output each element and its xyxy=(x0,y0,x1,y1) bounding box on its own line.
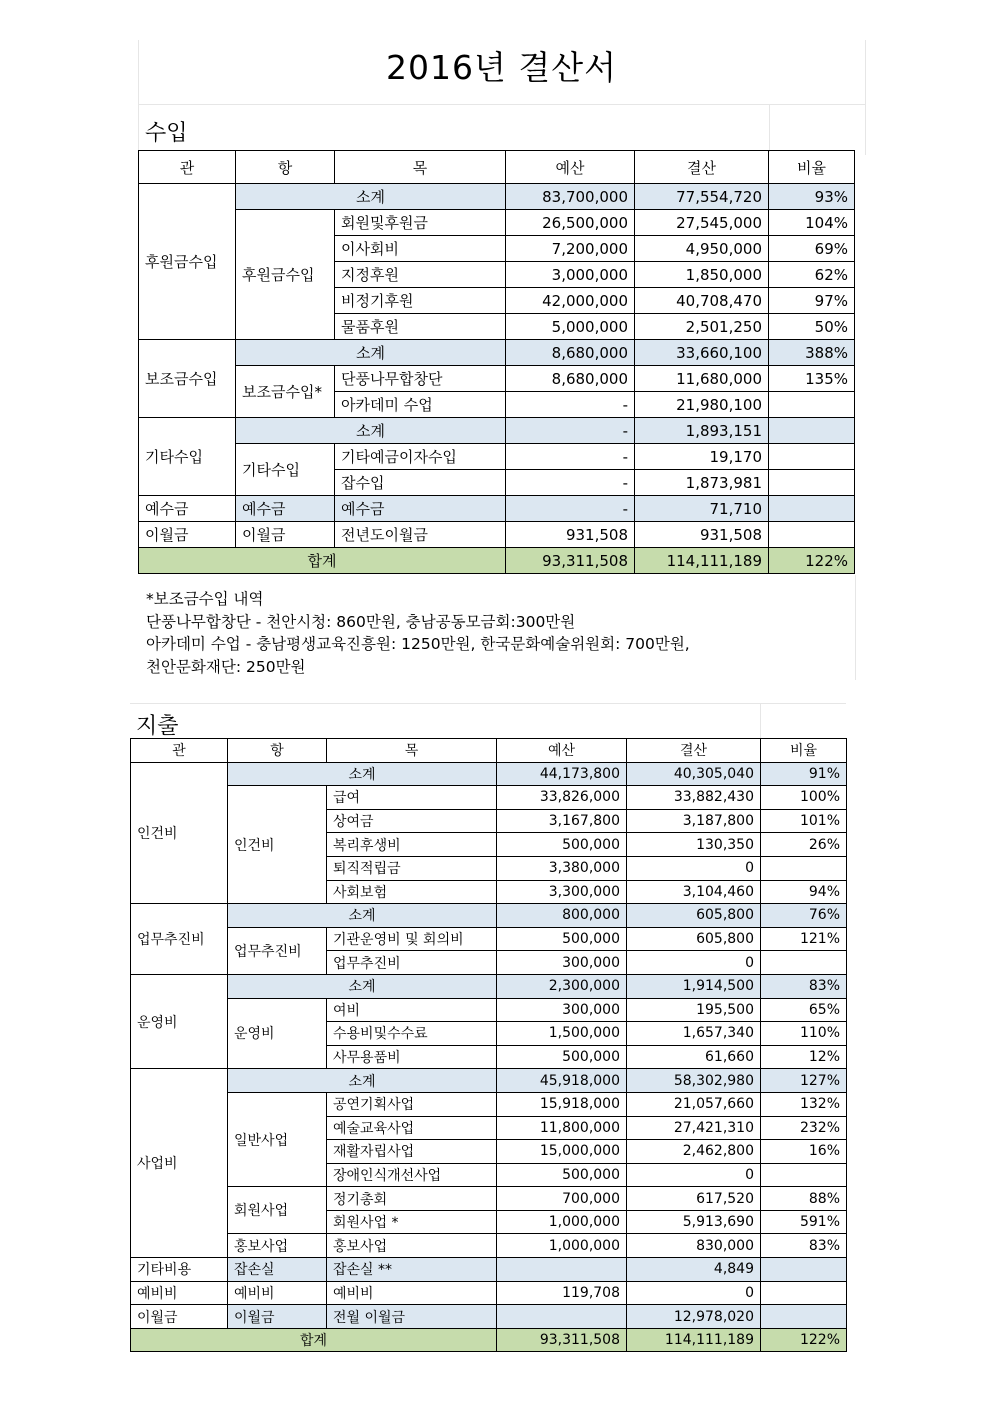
subtotal-row xyxy=(131,904,847,928)
ratio-cell: 94% xyxy=(761,880,847,904)
ratio-cell: 62% xyxy=(769,262,855,288)
actual-cell: 0 xyxy=(627,1163,761,1187)
ratio-cell: 76% xyxy=(761,904,847,928)
hang-cell: 예수금 xyxy=(236,496,335,522)
sheet-gridline xyxy=(130,703,846,704)
ratio-cell: 83% xyxy=(761,1234,847,1258)
actual-cell: 1,893,151 xyxy=(635,418,769,444)
subtotal-row xyxy=(131,974,847,998)
budget-cell: 15,000,000 xyxy=(497,1140,627,1164)
mok-cell: 공연기획사업 xyxy=(327,1092,497,1116)
table-row xyxy=(131,927,847,951)
gwan-cell: 후원금수입 xyxy=(139,184,236,340)
ratio-cell xyxy=(769,444,855,470)
budget-cell: 800,000 xyxy=(497,904,627,928)
budget-cell: 500,000 xyxy=(497,1163,627,1187)
ratio-cell: 135% xyxy=(769,366,855,392)
column-header: 항 xyxy=(228,739,327,763)
ratio-cell: 26% xyxy=(761,833,847,857)
gwan-cell: 기타수입 xyxy=(139,418,236,496)
ratio-cell xyxy=(769,522,855,548)
actual-cell: 19,170 xyxy=(635,444,769,470)
budget-cell: 1,000,000 xyxy=(497,1234,627,1258)
note-line: 천안문화재단: 250만원 xyxy=(146,657,306,676)
budget-cell xyxy=(497,1258,627,1282)
header-row xyxy=(139,151,855,184)
column-header: 결산 xyxy=(627,739,761,763)
gwan-cell: 보조금수입 xyxy=(139,340,236,418)
ratio-cell xyxy=(769,392,855,418)
mok-cell: 단풍나무합창단 xyxy=(335,366,506,392)
page-title: 2016년 결산서 xyxy=(386,48,617,87)
ratio-cell xyxy=(761,856,847,880)
column-header: 관 xyxy=(131,739,228,763)
subtotal-label: 소계 xyxy=(228,904,497,928)
subtotal-row xyxy=(131,1069,847,1093)
mok-cell: 회원사업 * xyxy=(327,1210,497,1234)
actual-cell: 830,000 xyxy=(627,1234,761,1258)
actual-cell: 3,187,800 xyxy=(627,809,761,833)
mok-cell: 홍보사업 xyxy=(327,1234,497,1258)
subtotal-label: 소계 xyxy=(228,762,497,786)
subtotal-row xyxy=(139,184,855,210)
gwan-cell: 이월금 xyxy=(139,522,236,548)
ratio-cell: 97% xyxy=(769,288,855,314)
table-row xyxy=(139,522,855,548)
budget-cell: 3,380,000 xyxy=(497,856,627,880)
gwan-cell: 예비비 xyxy=(131,1281,228,1305)
hang-cell: 홍보사업 xyxy=(228,1234,327,1258)
budget-cell: 3,300,000 xyxy=(497,880,627,904)
ratio-cell: 93% xyxy=(769,184,855,210)
ratio-cell xyxy=(761,951,847,975)
table-row xyxy=(131,1258,847,1282)
actual-cell: 21,980,100 xyxy=(635,392,769,418)
hang-cell: 회원사업 xyxy=(228,1187,327,1234)
mok-cell: 전년도이월금 xyxy=(335,522,506,548)
mok-cell: 업무추진비 xyxy=(327,951,497,975)
actual-cell: 21,057,660 xyxy=(627,1092,761,1116)
budget-cell: 26,500,000 xyxy=(506,210,635,236)
actual-cell: 0 xyxy=(627,1281,761,1305)
table-row xyxy=(131,1305,847,1329)
budget-cell: 500,000 xyxy=(497,833,627,857)
subtotal-label: 소계 xyxy=(228,974,497,998)
column-header: 예산 xyxy=(506,151,635,184)
table-row xyxy=(139,496,855,522)
actual-cell: 130,350 xyxy=(627,833,761,857)
total-row xyxy=(131,1328,847,1352)
actual-cell: 58,302,980 xyxy=(627,1069,761,1093)
actual-cell: 33,660,100 xyxy=(635,340,769,366)
subtotal-row xyxy=(139,340,855,366)
mok-cell: 이사회비 xyxy=(335,236,506,262)
actual-cell: 27,421,310 xyxy=(627,1116,761,1140)
column-header: 예산 xyxy=(497,739,627,763)
budget-cell: 700,000 xyxy=(497,1187,627,1211)
actual-cell: 40,305,040 xyxy=(627,762,761,786)
budget-cell: 5,000,000 xyxy=(506,314,635,340)
hang-cell: 잡손실 xyxy=(228,1258,327,1282)
total-label: 합계 xyxy=(131,1328,497,1352)
mok-cell: 정기총회 xyxy=(327,1187,497,1211)
hang-cell: 업무추진비 xyxy=(228,927,327,974)
mok-cell: 예비비 xyxy=(327,1281,497,1305)
actual-cell: 77,554,720 xyxy=(635,184,769,210)
mok-cell: 수용비및수수료 xyxy=(327,1022,497,1046)
mok-cell: 잡수입 xyxy=(335,470,506,496)
budget-cell: 45,918,000 xyxy=(497,1069,627,1093)
ratio-cell xyxy=(761,1305,847,1329)
gwan-cell: 예수금 xyxy=(139,496,236,522)
ratio-cell xyxy=(769,496,855,522)
budget-cell: 93,311,508 xyxy=(497,1328,627,1352)
budget-cell: - xyxy=(506,418,635,444)
table-row xyxy=(139,210,855,236)
actual-cell: 3,104,460 xyxy=(627,880,761,904)
budget-cell: - xyxy=(506,496,635,522)
ratio-cell xyxy=(769,470,855,496)
budget-cell: 8,680,000 xyxy=(506,366,635,392)
ratio-cell: 591% xyxy=(761,1210,847,1234)
actual-cell: 71,710 xyxy=(635,496,769,522)
mok-cell: 퇴직적립금 xyxy=(327,856,497,880)
subtotal-label: 소계 xyxy=(236,418,506,444)
actual-cell: 114,111,189 xyxy=(627,1328,761,1352)
budget-cell: 93,311,508 xyxy=(506,548,635,574)
gwan-cell: 인건비 xyxy=(131,762,228,904)
ratio-cell: 121% xyxy=(761,927,847,951)
sheet-gridline xyxy=(855,575,856,680)
hang-cell: 보조금수입* xyxy=(236,366,335,418)
mok-cell: 회원및후원금 xyxy=(335,210,506,236)
ratio-cell: 110% xyxy=(761,1022,847,1046)
mok-cell: 재활자립사업 xyxy=(327,1140,497,1164)
ratio-cell: 100% xyxy=(761,786,847,810)
actual-cell: 617,520 xyxy=(627,1187,761,1211)
budget-cell: 3,000,000 xyxy=(506,262,635,288)
actual-cell: 2,501,250 xyxy=(635,314,769,340)
budget-cell: 1,500,000 xyxy=(497,1022,627,1046)
subsidy-notes xyxy=(146,588,690,678)
ratio-cell xyxy=(769,418,855,444)
subtotal-label: 소계 xyxy=(236,184,506,210)
note-line: *보조금수입 내역 xyxy=(146,590,264,608)
ratio-cell: 12% xyxy=(761,1045,847,1069)
budget-cell: 7,200,000 xyxy=(506,236,635,262)
budget-cell: 3,167,800 xyxy=(497,809,627,833)
mok-cell: 사무용품비 xyxy=(327,1045,497,1069)
sheet-gridline xyxy=(865,40,866,155)
ratio-cell xyxy=(761,1258,847,1282)
mok-cell: 예수금 xyxy=(335,496,506,522)
actual-cell: 4,950,000 xyxy=(635,236,769,262)
mok-cell: 사회보험 xyxy=(327,880,497,904)
actual-cell: 4,849 xyxy=(627,1258,761,1282)
income-table xyxy=(138,150,855,574)
actual-cell: 605,800 xyxy=(627,927,761,951)
ratio-cell xyxy=(761,1163,847,1187)
sheet-gridline xyxy=(760,703,761,739)
ratio-cell: 101% xyxy=(761,809,847,833)
table-row xyxy=(139,366,855,392)
ratio-cell: 65% xyxy=(761,998,847,1022)
actual-cell: 5,913,690 xyxy=(627,1210,761,1234)
actual-cell: 61,660 xyxy=(627,1045,761,1069)
budget-cell: - xyxy=(506,444,635,470)
mok-cell: 기관운영비 및 회의비 xyxy=(327,927,497,951)
mok-cell: 비정기후원 xyxy=(335,288,506,314)
mok-cell: 상여금 xyxy=(327,809,497,833)
ratio-cell xyxy=(761,1281,847,1305)
budget-cell: - xyxy=(506,392,635,418)
subtotal-row xyxy=(131,762,847,786)
hang-cell: 후원금수입 xyxy=(236,210,335,340)
ratio-cell: 122% xyxy=(769,548,855,574)
hang-cell: 일반사업 xyxy=(228,1092,327,1186)
ratio-cell: 69% xyxy=(769,236,855,262)
table-row xyxy=(131,1092,847,1116)
table-row xyxy=(139,444,855,470)
total-label: 합계 xyxy=(139,548,506,574)
table-row xyxy=(131,1187,847,1211)
mok-cell: 예술교육사업 xyxy=(327,1116,497,1140)
mok-cell: 전월 이월금 xyxy=(327,1305,497,1329)
budget-cell: 300,000 xyxy=(497,951,627,975)
actual-cell: 12,978,020 xyxy=(627,1305,761,1329)
sheet-gridline xyxy=(769,104,770,152)
ratio-cell: 104% xyxy=(769,210,855,236)
budget-cell: - xyxy=(506,470,635,496)
actual-cell: 605,800 xyxy=(627,904,761,928)
mok-cell: 아카데미 수업 xyxy=(335,392,506,418)
column-header: 항 xyxy=(236,151,335,184)
mok-cell: 급여 xyxy=(327,786,497,810)
hang-cell: 이월금 xyxy=(228,1305,327,1329)
table-row xyxy=(131,786,847,810)
table-row xyxy=(131,1234,847,1258)
ratio-cell: 88% xyxy=(761,1187,847,1211)
budget-cell: 8,680,000 xyxy=(506,340,635,366)
table-row xyxy=(131,998,847,1022)
budget-cell: 44,173,800 xyxy=(497,762,627,786)
budget-cell: 42,000,000 xyxy=(506,288,635,314)
budget-cell: 119,708 xyxy=(497,1281,627,1305)
budget-cell: 15,918,000 xyxy=(497,1092,627,1116)
actual-cell: 27,545,000 xyxy=(635,210,769,236)
note-line: 아카데미 수업 - 충남평생교육진흥원: 1250만원, 한국문화예술위원회: 700만원, xyxy=(146,635,690,653)
gwan-cell: 업무추진비 xyxy=(131,904,228,975)
actual-cell: 40,708,470 xyxy=(635,288,769,314)
ratio-cell: 388% xyxy=(769,340,855,366)
budget-cell xyxy=(497,1305,627,1329)
expense-table xyxy=(130,738,847,1352)
column-header: 목 xyxy=(327,739,497,763)
actual-cell: 114,111,189 xyxy=(635,548,769,574)
column-header: 비율 xyxy=(769,151,855,184)
actual-cell: 11,680,000 xyxy=(635,366,769,392)
hang-cell: 운영비 xyxy=(228,998,327,1069)
ratio-cell: 122% xyxy=(761,1328,847,1352)
expense-section-label: 지출 xyxy=(136,714,179,739)
ratio-cell: 16% xyxy=(761,1140,847,1164)
mok-cell: 지정후원 xyxy=(335,262,506,288)
actual-cell: 0 xyxy=(627,951,761,975)
hang-cell: 이월금 xyxy=(236,522,335,548)
actual-cell: 0 xyxy=(627,856,761,880)
subtotal-label: 소계 xyxy=(228,1069,497,1093)
ratio-cell: 50% xyxy=(769,314,855,340)
gwan-cell: 이월금 xyxy=(131,1305,228,1329)
subtotal-label: 소계 xyxy=(236,340,506,366)
column-header: 목 xyxy=(335,151,506,184)
column-header: 비율 xyxy=(761,739,847,763)
mok-cell: 여비 xyxy=(327,998,497,1022)
actual-cell: 33,882,430 xyxy=(627,786,761,810)
mok-cell: 장애인식개선사업 xyxy=(327,1163,497,1187)
gwan-cell: 기타비용 xyxy=(131,1258,228,1282)
table-row xyxy=(131,1281,847,1305)
hang-cell: 기타수입 xyxy=(236,444,335,496)
ratio-cell: 83% xyxy=(761,974,847,998)
mok-cell: 기타예금이자수입 xyxy=(335,444,506,470)
budget-cell: 1,000,000 xyxy=(497,1210,627,1234)
actual-cell: 1,657,340 xyxy=(627,1022,761,1046)
actual-cell: 1,850,000 xyxy=(635,262,769,288)
actual-cell: 1,914,500 xyxy=(627,974,761,998)
column-header: 결산 xyxy=(635,151,769,184)
ratio-cell: 232% xyxy=(761,1116,847,1140)
budget-cell: 500,000 xyxy=(497,1045,627,1069)
budget-cell: 300,000 xyxy=(497,998,627,1022)
budget-cell: 11,800,000 xyxy=(497,1116,627,1140)
subtotal-row xyxy=(139,418,855,444)
ratio-cell: 91% xyxy=(761,762,847,786)
header-row xyxy=(131,739,847,763)
mok-cell: 복리후생비 xyxy=(327,833,497,857)
budget-cell: 2,300,000 xyxy=(497,974,627,998)
gwan-cell: 사업비 xyxy=(131,1069,228,1258)
ratio-cell: 132% xyxy=(761,1092,847,1116)
hang-cell: 예비비 xyxy=(228,1281,327,1305)
hang-cell: 인건비 xyxy=(228,786,327,904)
actual-cell: 1,873,981 xyxy=(635,470,769,496)
ratio-cell: 127% xyxy=(761,1069,847,1093)
actual-cell: 2,462,800 xyxy=(627,1140,761,1164)
column-header: 관 xyxy=(139,151,236,184)
note-line: 단풍나무합창단 - 천안시청: 860만원, 충남공동모금회:300만원 xyxy=(146,612,576,631)
budget-cell: 931,508 xyxy=(506,522,635,548)
budget-cell: 83,700,000 xyxy=(506,184,635,210)
income-section-label: 수입 xyxy=(145,121,188,146)
budget-cell: 33,826,000 xyxy=(497,786,627,810)
gwan-cell: 운영비 xyxy=(131,974,228,1068)
mok-cell: 물품후원 xyxy=(335,314,506,340)
actual-cell: 195,500 xyxy=(627,998,761,1022)
sheet-gridline xyxy=(138,104,865,105)
total-row xyxy=(139,548,855,574)
actual-cell: 931,508 xyxy=(635,522,769,548)
mok-cell: 잡손실 ** xyxy=(327,1258,497,1282)
budget-cell: 500,000 xyxy=(497,927,627,951)
